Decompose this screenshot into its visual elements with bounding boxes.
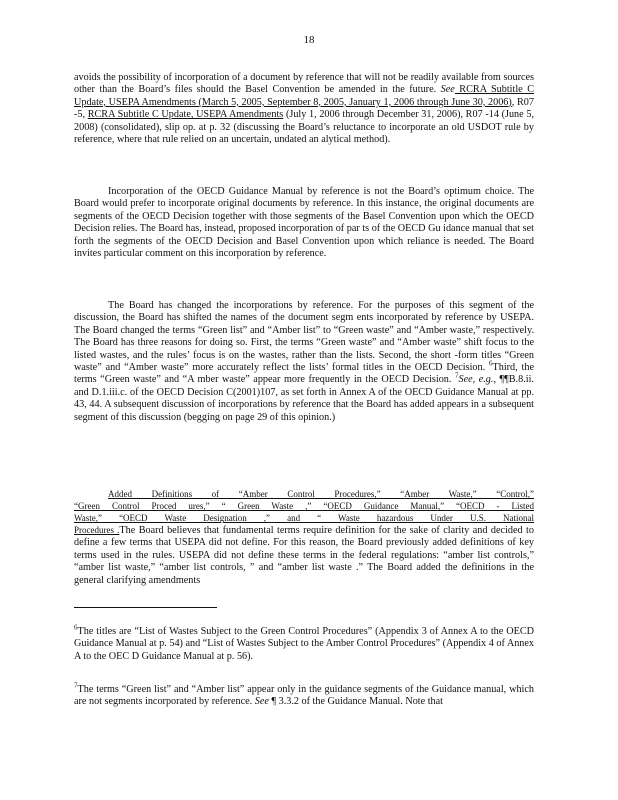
footnote-7-text: The terms “Green list” and “Amber list” appear only in the guidance segments of the Guidance manual, which are not segments incorporated by reference. — [74, 684, 534, 708]
footnote-divider — [74, 607, 217, 608]
para1-text-2: , R07 -5, — [74, 96, 534, 121]
para1-text: avoids the possibility of incorporation of a document by reference that will not be readily available from sources other than the Board’s files should the Basel Convention be amended in the future. — [74, 72, 534, 96]
heading-line-2: “Green Control Proced ures,” “ Green Waste ,” “OECD Guidance Manual,” “OECD - Listed — [74, 501, 534, 512]
citation-rcra-2: RCRA Subtitle C Update, USEPA Amendments — [87, 109, 284, 121]
heading-line-1: Added Definitions of “Amber Control Procedures,” “Amber Waste,” “Control,” — [108, 489, 534, 499]
footnote-7-ref: 7 — [455, 372, 459, 381]
citation-rcra-1: RCRA Subtitle C Update, USEPA Amendments (March 5, 2005, September 8, 2005, January 1, 2006 through June 30, 2006) — [74, 84, 534, 108]
paragraph-4 — [74, 524, 534, 587]
footnote-6 — [74, 623, 534, 663]
footnote-7-mark: 7 — [74, 681, 78, 690]
para4-text: The Board believes that fundamental terms require definition for the sake of clarity and decided to define a few terms that USEPA did not define. For this reason, the Board previously added definitions of key terms used in the rules. USEPA did not define these terms in the federal regulations: “amber list controls,” “amber list waste,” “amber list controls, ” and “amber list waste .” The Board added the definitions in the general clarifying amendments — [74, 525, 534, 586]
para3-text-2: Third, the terms “Green waste” and “A mber waste” appear more frequently in the OECD Decision. — [74, 362, 534, 386]
para3-text: The Board has changed the incorporations by reference. For the purposes of this segment of the discussion, the Board has shifted the names of the document segm ents incorporated by reference by USEPA. The Board changed the terms “Green list” and “Amber list” to “Green waste” and “Amber waste,” respectively. The Board has three reasons for doing so. First, the terms “Green waste” and “Amber waste” shift focus to the listed wastes, and the rules’ focus is on the wastes, rather than the lists. Second, the short -form titles “Green waste” and “Amber waste” more accurately reflect the lists’ formal titles in the OECD Decision. — [74, 300, 534, 374]
footnote-7 — [74, 681, 534, 709]
footnote-6-ref: 6 — [489, 359, 493, 368]
footnote-7-text-2: ¶ 3.3.2 of the Guidance Manual. Note that — [268, 696, 443, 708]
heading-line-4: Procedures . — [74, 525, 120, 535]
section-heading — [74, 488, 534, 525]
footnote-6-text: The titles are “List of Wastes Subject to the Green Control Procedures” (Appendix 3 of Annex A to the OECD Guidance Manual at p. 54) and “List of Wastes Subject to the Amber Control Procedures” (Appendix 4 of Annex A to the OEC D Guidance Manual at p. 56). — [74, 626, 534, 662]
heading-line-3: Waste,” “OECD Waste Designation ,” and “ Waste hazardous Under U.S. National — [74, 513, 534, 524]
paragraph-2: Incorporation of the OECD Guidance Manual by reference is not the Board’s optimum choice. The Board would prefer to incorporate original documents by reference. In this instance, the original documents are segments of the OECD Decision together with those segments of the Basel Convention upon which the OECD Decision relies. The Board has, instead, proposed incorporation of par ts of the OECD Gu idance manual that set forth the segments of the OECD Decision and Basel Convention upon which reliance is needed. The Board invites particular comment on this incorporation by reference. — [74, 186, 534, 260]
para1-text-3: (July 1, 2006 through December 31, 2006), R07 -14 (June 5, 2008) (consolidated), slip op. at p. 32 (discussing the Board’s reluctance to incorporate an old USDOT rule by reference, where that rule relied on an uncertain, undated an alytical method). — [74, 109, 534, 146]
paragraph-1 — [74, 72, 534, 146]
see-eg-signal: See, e.g. — [458, 374, 494, 386]
para3-text-3: , ¶¶B.8.ii. and D.1.iii.c. of the OECD Decision C(2001)107, as set forth in Annex A of the OECD Guidance Manual at pp. 43, 44. A subsequent discussion of incorporations by reference that the Board has added appears in a subsequent segment of this discussion (begging on page 29 of this opinion.) — [74, 374, 534, 423]
footnote-7-see: See — [254, 696, 269, 708]
footnote-6-mark: 6 — [74, 623, 78, 632]
paragraph-3 — [74, 300, 534, 424]
page-number: 18 — [303, 34, 315, 46]
see-signal: See — [440, 84, 455, 96]
